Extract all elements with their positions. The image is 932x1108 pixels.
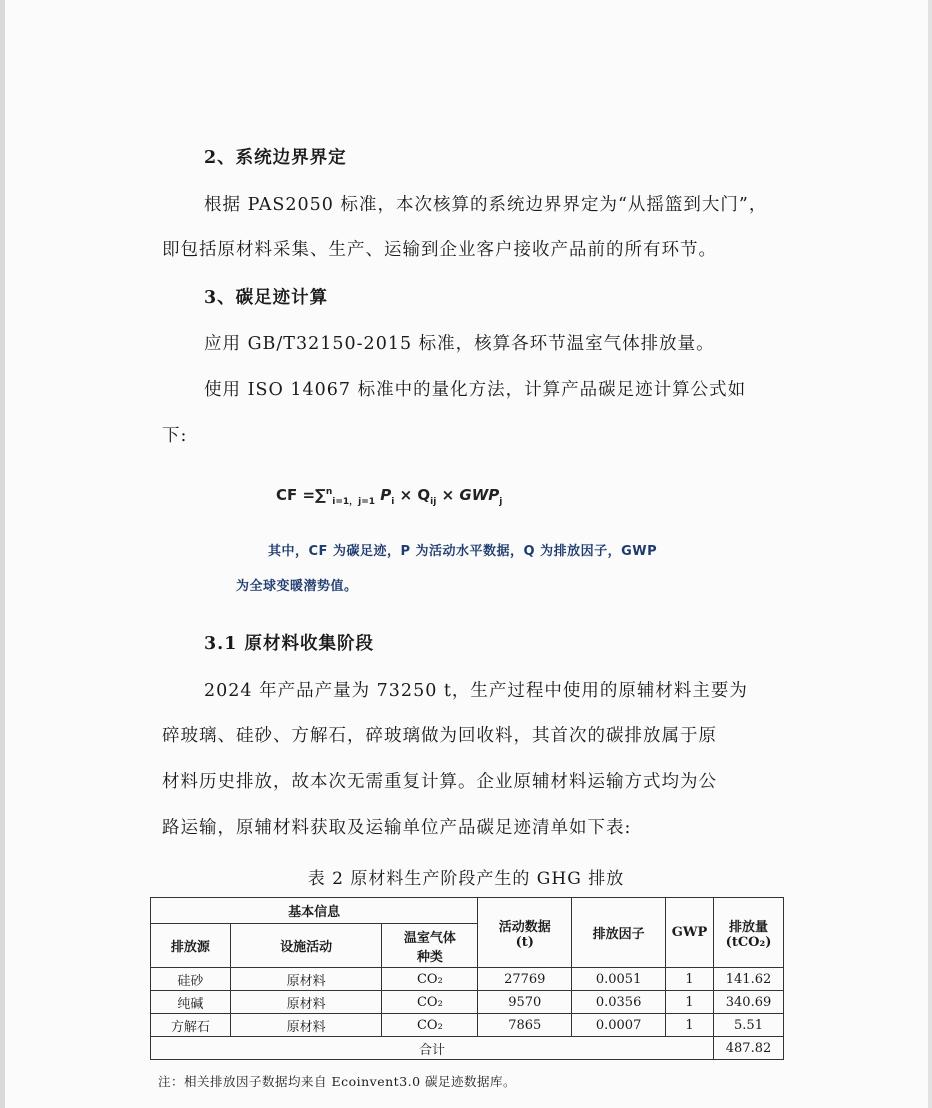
table-row — [151, 968, 784, 991]
cell-emission: 340.69 — [714, 991, 784, 1014]
cell-gas: CO₂ — [382, 991, 478, 1014]
formula-note-line-2: 为全球变暖潜势值。 — [236, 579, 358, 594]
cell-emission: 141.62 — [714, 968, 784, 991]
table-total-row — [151, 1037, 784, 1060]
formula-term: P — [380, 486, 392, 504]
cell-factor: 0.0007 — [572, 1014, 666, 1037]
formula-sum-sub: i=1，j=1 — [332, 497, 376, 507]
table-row — [151, 991, 784, 1014]
section-2-heading: 2、系统边界界定 — [204, 148, 347, 168]
total-value: 487.82 — [714, 1037, 784, 1060]
section-3-1-line-3: 材料历史排放，故本次无需重复计算。企业原辅材料运输方式均为公 — [162, 772, 717, 792]
section-3-paragraph-2-line-1: 使用 ISO 14067 标准中的量化方法，计算产品碳足迹计算公式如 — [204, 380, 747, 400]
formula-times-2: × — [441, 486, 455, 504]
cell-source: 硅砂 — [151, 968, 231, 991]
page-right-edge — [928, 0, 932, 1108]
header-facility-activity: 设施活动 — [230, 924, 382, 968]
formula-q: Q — [417, 486, 431, 504]
header-gas-type-line-2: 种类 — [416, 949, 443, 965]
cell-source: 方解石 — [151, 1014, 231, 1037]
table-footnote: 注：相关排放因子数据均来自 Ecoinvent3.0 碳足迹数据库。 — [158, 1074, 517, 1089]
cell-gwp: 1 — [666, 1014, 714, 1037]
cell-data: 9570 — [478, 991, 572, 1014]
formula-lhs: CF = — [276, 486, 316, 504]
formula-sum: ∑ — [315, 486, 326, 504]
page-left-edge — [0, 0, 5, 1108]
cell-emission: 5.51 — [714, 1014, 784, 1037]
cell-gwp: 1 — [666, 968, 714, 991]
formula-gwp-sub: j — [499, 497, 503, 507]
formula-sum-sup: n — [325, 487, 333, 497]
header-emission-line-2: (tCO₂) — [725, 934, 772, 950]
header-activity-data — [478, 898, 572, 968]
carbon-footprint-formula — [276, 486, 502, 507]
cell-data: 27769 — [478, 968, 572, 991]
formula-note-line-1: 其中，CF 为碳足迹，P 为活动水平数据，Q 为排放因子，GWP — [268, 544, 658, 559]
cell-activity: 原材料 — [230, 968, 382, 991]
cell-factor: 0.0051 — [572, 968, 666, 991]
formula-term-sub: i — [391, 497, 395, 507]
header-gas-type-line-1: 温室气体 — [403, 930, 456, 946]
formula-q-sub: ij — [430, 497, 437, 507]
cell-source: 纯碱 — [151, 991, 231, 1014]
header-activity-data-line-1: 活动数据 — [498, 919, 551, 935]
header-basic-info: 基本信息 — [151, 898, 478, 924]
header-source: 排放源 — [151, 924, 231, 968]
section-2-paragraph-line-2: 即包括原材料采集、生产、运输到企业客户接收产品前的所有环节。 — [162, 240, 717, 260]
section-2-paragraph-line-1: 根据 PAS2050 标准，本次核算的系统边界界定为“从摇篮到大门”， — [204, 195, 768, 215]
header-gwp: GWP — [666, 898, 714, 968]
section-3-1-line-2: 碎玻璃、硅砂、方解石，碎玻璃做为回收料，其首次的碳排放属于原 — [162, 726, 717, 746]
cell-gwp: 1 — [666, 991, 714, 1014]
cell-gas: CO₂ — [382, 1014, 478, 1037]
header-emission-factor: 排放因子 — [572, 898, 666, 968]
cell-factor: 0.0356 — [572, 991, 666, 1014]
section-3-paragraph-1: 应用 GB/T32150-2015 标准，核算各环节温室气体排放量。 — [204, 334, 715, 354]
cell-data: 7865 — [478, 1014, 572, 1037]
formula-times-1: × — [399, 486, 413, 504]
section-3-heading: 3、碳足迹计算 — [204, 288, 329, 308]
table-caption: 表 2 原材料生产阶段产生的 GHG 排放 — [307, 869, 625, 889]
table-row — [151, 1014, 784, 1037]
ghg-emission-table — [150, 897, 784, 1060]
section-3-paragraph-2-line-2: 下: — [162, 426, 188, 446]
cell-activity: 原材料 — [230, 991, 382, 1014]
cell-activity: 原材料 — [230, 1014, 382, 1037]
cell-gas: CO₂ — [382, 968, 478, 991]
header-activity-data-line-2: (t) — [515, 934, 534, 950]
total-label: 合计 — [151, 1037, 714, 1060]
section-3-1-heading: 3.1 原材料收集阶段 — [204, 634, 375, 654]
header-emission-line-1: 排放量 — [729, 919, 769, 935]
formula-gwp: GWP — [459, 486, 500, 504]
header-gas-type — [382, 924, 478, 968]
header-emission — [714, 898, 784, 968]
section-3-1-line-4: 路运输，原辅材料获取及运输单位产品碳足迹清单如下表: — [162, 818, 632, 838]
section-3-1-line-1: 2024 年产品产量为 73250 t，生产过程中使用的原辅材料主要为 — [204, 681, 748, 701]
